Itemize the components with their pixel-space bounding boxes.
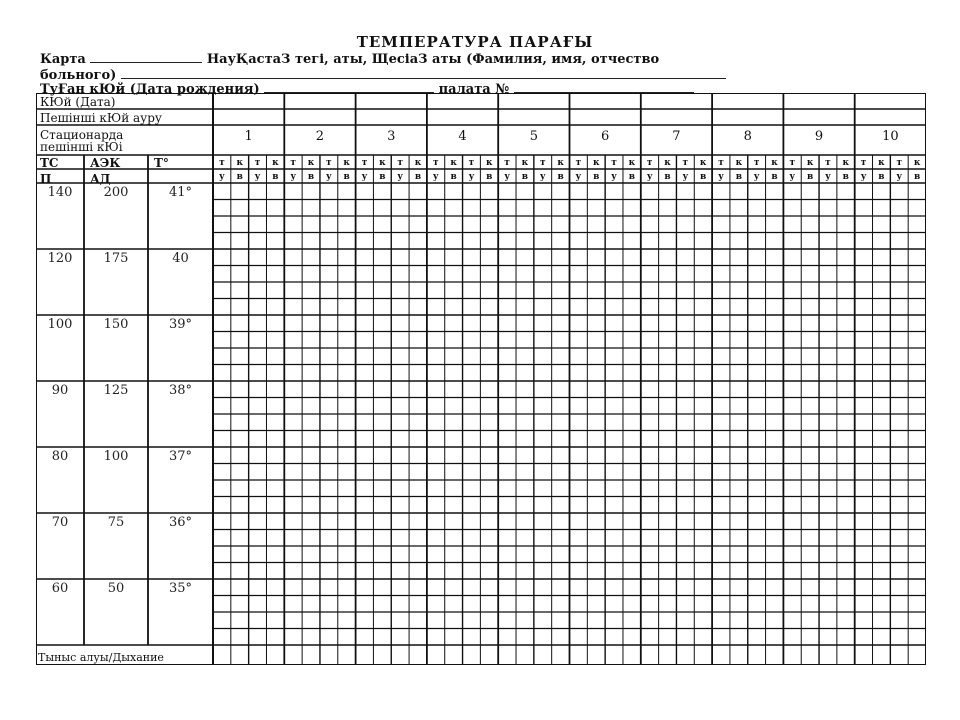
bp-scale-value: 100 (103, 449, 129, 464)
subheader-tk: к (486, 158, 493, 168)
temp-scale-value: 37° (168, 449, 193, 464)
pulse-scale-value: 80 (51, 449, 69, 464)
subheader-tk: к (521, 158, 529, 168)
subheader-tk: т (896, 158, 903, 168)
subheader-uv: в (450, 172, 457, 182)
subheader-uv: в (307, 172, 315, 182)
subheader-tk: к (414, 158, 422, 168)
subheader-uv: в (735, 172, 742, 182)
subheader-tk: т (682, 158, 689, 168)
subheader-uv: у (290, 172, 297, 182)
birth-label: ТуҒан кЮй (Дата рождения) (40, 82, 260, 97)
subheader-tk: т (539, 158, 546, 168)
subheader-tk: к (699, 158, 707, 168)
subheader-uv: у (325, 172, 332, 182)
subheader-tk: к (842, 158, 850, 168)
subheader-tk: к (272, 158, 279, 168)
card-label: Карта (40, 52, 86, 67)
bp-scale-value: 125 (103, 383, 129, 398)
subheader-uv: у (896, 172, 903, 182)
subheader-tk: к (236, 158, 243, 168)
subheader-uv: в (628, 172, 635, 182)
pulse-scale-value: 120 (47, 251, 73, 266)
subheader-tk: т (753, 158, 760, 168)
subheader-tk: т (504, 158, 510, 168)
ward-field[interactable] (514, 80, 694, 93)
subheader-uv: у (575, 172, 582, 182)
subheader-tk: т (361, 158, 368, 168)
subheader-uv: в (842, 172, 849, 182)
subheader-uv: у (219, 172, 225, 182)
hospital-day-row-label-2: пешінші кЮі (40, 140, 123, 154)
illness-day-row-label: Пешінші кЮй ауру (40, 111, 162, 125)
subheader-uv: у (825, 172, 831, 182)
subheader-tk: т (219, 158, 225, 168)
subheader-tk: т (290, 158, 296, 168)
subheader-tk: к (343, 158, 350, 168)
breathing-row-label: Тыныс алуы/Дыхание (38, 651, 164, 664)
pulse-header-ru: П (40, 172, 52, 186)
subheader-tk: к (735, 158, 743, 168)
day-number: 6 (601, 129, 610, 144)
bp-header: АЭК (90, 156, 121, 170)
bp-header-ru: АД (90, 172, 111, 186)
bp-scale-value: 75 (107, 515, 125, 530)
patient-name-field[interactable] (121, 66, 726, 79)
day-number: 9 (814, 129, 824, 144)
subheader-tk: т (825, 158, 831, 168)
subheader-tk: т (611, 158, 617, 168)
pulse-scale-value: 60 (51, 581, 69, 596)
card-field[interactable] (90, 50, 202, 63)
subheader-uv: в (913, 172, 921, 182)
birth-date-field[interactable] (264, 80, 434, 93)
temp-scale-value: 41° (168, 185, 193, 200)
subheader-tk: к (450, 158, 457, 168)
day-number: 10 (882, 129, 899, 144)
patient-label: НауҚастаЗ тегі, аты, ЩесіаЗ аты (Фамилия, имя, отчество (206, 52, 660, 67)
sheet-title: ТЕМПЕРАТУРА ПАРАҒЫ (356, 33, 594, 51)
subheader-uv: в (771, 172, 778, 182)
subheader-uv: у (539, 172, 546, 182)
pulse-scale-value: 70 (51, 515, 69, 530)
subheader-uv: в (486, 172, 493, 182)
subheader-tk: к (878, 158, 885, 168)
subheader-tk: к (557, 158, 564, 168)
bp-scale-value: 150 (103, 317, 129, 332)
subheader-tk: т (718, 158, 724, 168)
subheader-tk: к (806, 158, 814, 168)
subheader-tk: т (468, 158, 475, 168)
subheader-uv: у (682, 172, 689, 182)
subheader-tk: т (433, 158, 439, 168)
subheader-uv: у (361, 172, 368, 182)
temperature-chart-form (36, 93, 926, 665)
subheader-uv: в (379, 172, 386, 182)
subheader-tk: к (664, 158, 671, 168)
subheader-uv: у (468, 172, 475, 182)
subheader-uv: в (236, 172, 243, 182)
day-number: 1 (244, 129, 253, 144)
subheader-uv: в (593, 172, 600, 182)
bp-scale-value: 175 (103, 251, 129, 266)
hospital-day-row-label-1: Стационарда (40, 128, 124, 142)
subheader-uv: у (611, 172, 617, 182)
pulse-scale-value: 140 (47, 185, 73, 200)
bp-scale-value: 200 (103, 185, 129, 200)
subheader-tk: т (789, 158, 796, 168)
temp-scale-value: 35° (168, 581, 193, 596)
subheader-uv: в (521, 172, 529, 182)
subheader-uv: у (504, 172, 510, 182)
subheader-uv: в (343, 172, 350, 182)
temp-scale-value: 39° (168, 317, 193, 332)
subheader-tk: к (771, 158, 778, 168)
day-number: 4 (458, 129, 467, 144)
subheader-tk: к (592, 158, 600, 168)
subheader-tk: к (379, 158, 386, 168)
subheader-uv: у (860, 172, 867, 182)
bp-scale-value: 50 (107, 581, 125, 596)
day-number: 2 (315, 129, 325, 144)
subheader-uv: у (789, 172, 796, 182)
temp-scale-value: 38° (168, 383, 193, 398)
card-line (40, 50, 659, 67)
subheader-uv: у (254, 172, 261, 182)
subheader-tk: т (397, 158, 403, 168)
subheader-uv: в (664, 172, 671, 182)
day-number: 5 (529, 129, 538, 144)
day-number: 3 (387, 129, 396, 144)
pulse-header: ТС (40, 156, 59, 170)
subheader-uv: у (646, 172, 653, 182)
subheader-uv: у (753, 172, 760, 182)
day-number: 7 (672, 129, 681, 144)
temp-scale-value: 40 (172, 251, 189, 266)
subheader-uv: в (700, 172, 707, 182)
subheader-uv: в (878, 172, 885, 182)
subheader-uv: у (718, 172, 724, 182)
subheader-tk: т (575, 158, 582, 168)
ward-label: палата № (438, 82, 510, 97)
subheader-uv: в (414, 172, 422, 182)
subheader-tk: к (307, 158, 315, 168)
date-row-label: КЮй (Дата) (40, 95, 116, 109)
subheader-uv: у (397, 172, 404, 182)
temp-scale-value: 36° (168, 515, 193, 530)
subheader-uv: у (432, 172, 439, 182)
pulse-scale-value: 100 (47, 317, 73, 332)
subheader-tk: т (254, 158, 261, 168)
patient-label-cont: больного) (40, 68, 117, 83)
pulse-scale-value: 90 (51, 383, 69, 398)
temp-header: Т° (154, 156, 169, 170)
subheader-uv: в (557, 172, 564, 182)
subheader-tk: к (628, 158, 636, 168)
subheader-tk: к (913, 158, 921, 168)
subheader-tk: т (860, 158, 867, 168)
subheader-uv: в (806, 172, 814, 182)
subheader-uv: в (272, 172, 279, 182)
day-number: 8 (743, 129, 752, 144)
subheader-tk: т (646, 158, 653, 168)
subheader-tk: т (326, 158, 332, 168)
